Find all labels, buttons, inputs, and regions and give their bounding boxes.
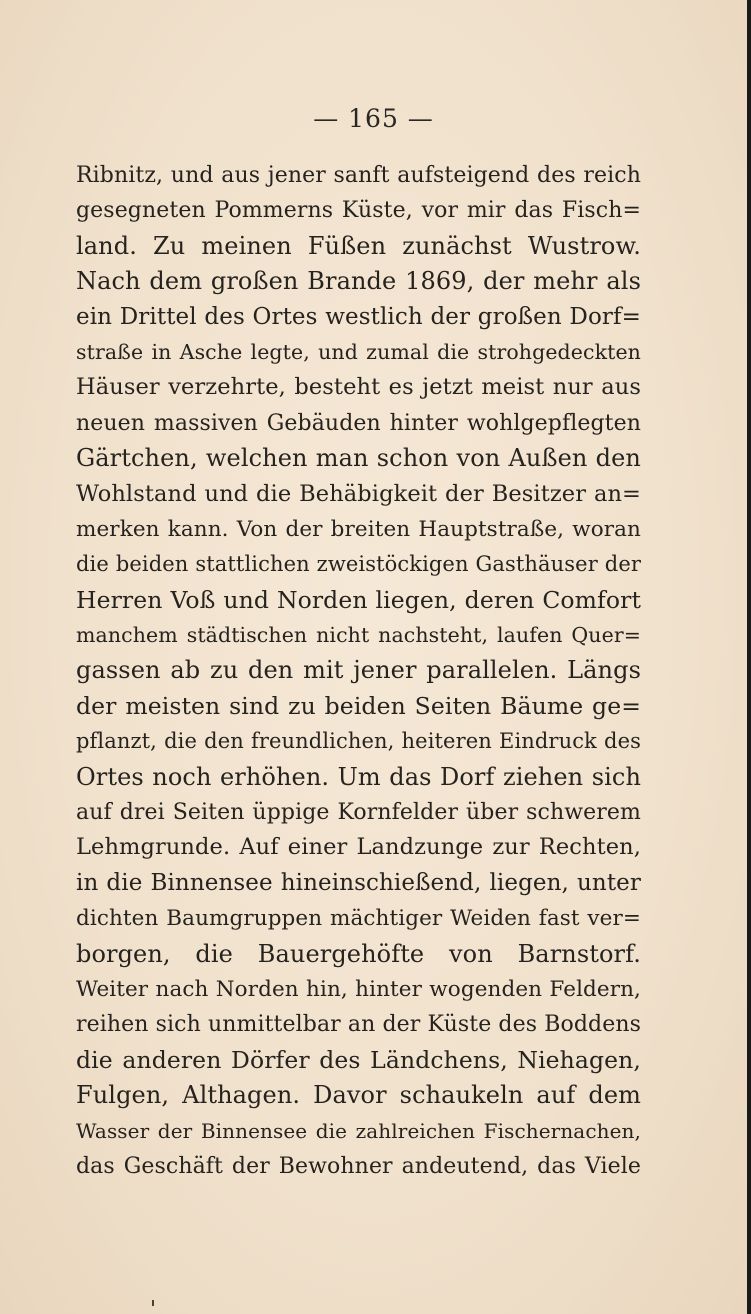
- page-number: — 165 —: [313, 104, 434, 133]
- text-line: der meisten sind zu beiden Seiten Bäume ge=: [76, 691, 641, 720]
- body-text: [76, 158, 641, 1184]
- text-line: Ribnitz, und aus jener sanft aufsteigend des reich: [76, 163, 641, 188]
- text-line: in die Binnensee hineinschießend, liegen, unter: [76, 869, 641, 896]
- text-line: straße in Asche legte, und zumal die strohgedeckten: [76, 339, 641, 364]
- text-line: pflanzt, die den freundlichen, heiteren Eindruck des: [76, 729, 641, 754]
- text-line: dichten Baumgruppen mächtiger Weiden fast ver=: [76, 906, 641, 932]
- text-line: auf drei Seiten üppige Kornfelder über schwerem: [76, 800, 641, 826]
- text-line: Weiter nach Norden hin, hinter wogenden Feldern,: [76, 976, 641, 1002]
- text-line: merken kann. Von der breiten Hauptstraße, woran: [76, 516, 641, 542]
- text-line: borgen, die Bauergehöfte von Barnstorf.: [76, 939, 641, 968]
- text-line: Gärtchen, welchen man schon von Außen den: [76, 444, 641, 473]
- text-line: land. Zu meinen Füßen zunächst Wustrow.: [76, 231, 641, 260]
- text-line: Herren Voß und Norden liegen, deren Comfort: [76, 585, 641, 614]
- text-line: Wasser der Binnensee die zahlreichen Fischernachen,: [76, 1118, 641, 1143]
- text-line: gesegneten Pommerns Küste, vor mir das Fisch=: [76, 198, 641, 224]
- text-line: gassen ab zu den mit jener parallelen. Längs: [76, 656, 641, 685]
- text-line: Ortes noch erhöhen. Um das Dorf ziehen sich: [76, 762, 641, 791]
- text-line: ein Drittel des Ortes westlich der großen Dorf=: [76, 303, 641, 330]
- text-line: Nach dem großen Brande 1869, der mehr als: [76, 267, 641, 296]
- text-line: Fulgen, Althagen. Davor schaukeln auf dem: [76, 1081, 641, 1110]
- text-line: Lehmgrunde. Auf einer Landzunge zur Rechten,: [76, 834, 641, 861]
- text-line: das Geschäft der Bewohner andeutend, das Viele: [76, 1153, 641, 1179]
- text-line: reihen sich unmittelbar an der Küste des Boddens: [76, 1012, 641, 1038]
- text-line: neuen massiven Gebäuden hinter wohlgepflegten: [76, 410, 641, 436]
- text-line: die beiden stattlichen zweistöckigen Gasthäuser der: [76, 552, 641, 577]
- text-line: Wohlstand und die Behäbigkeit der Besitzer an=: [76, 480, 641, 507]
- text-line: manchem städtischen nicht nachsteht, laufen Quer=: [76, 623, 641, 648]
- paper-speck: [152, 1300, 154, 1306]
- text-line: Häuser verzehrte, besteht es jetzt meist nur aus: [76, 374, 641, 401]
- text-line: die anderen Dörfer des Ländchens, Niehagen,: [76, 1045, 641, 1074]
